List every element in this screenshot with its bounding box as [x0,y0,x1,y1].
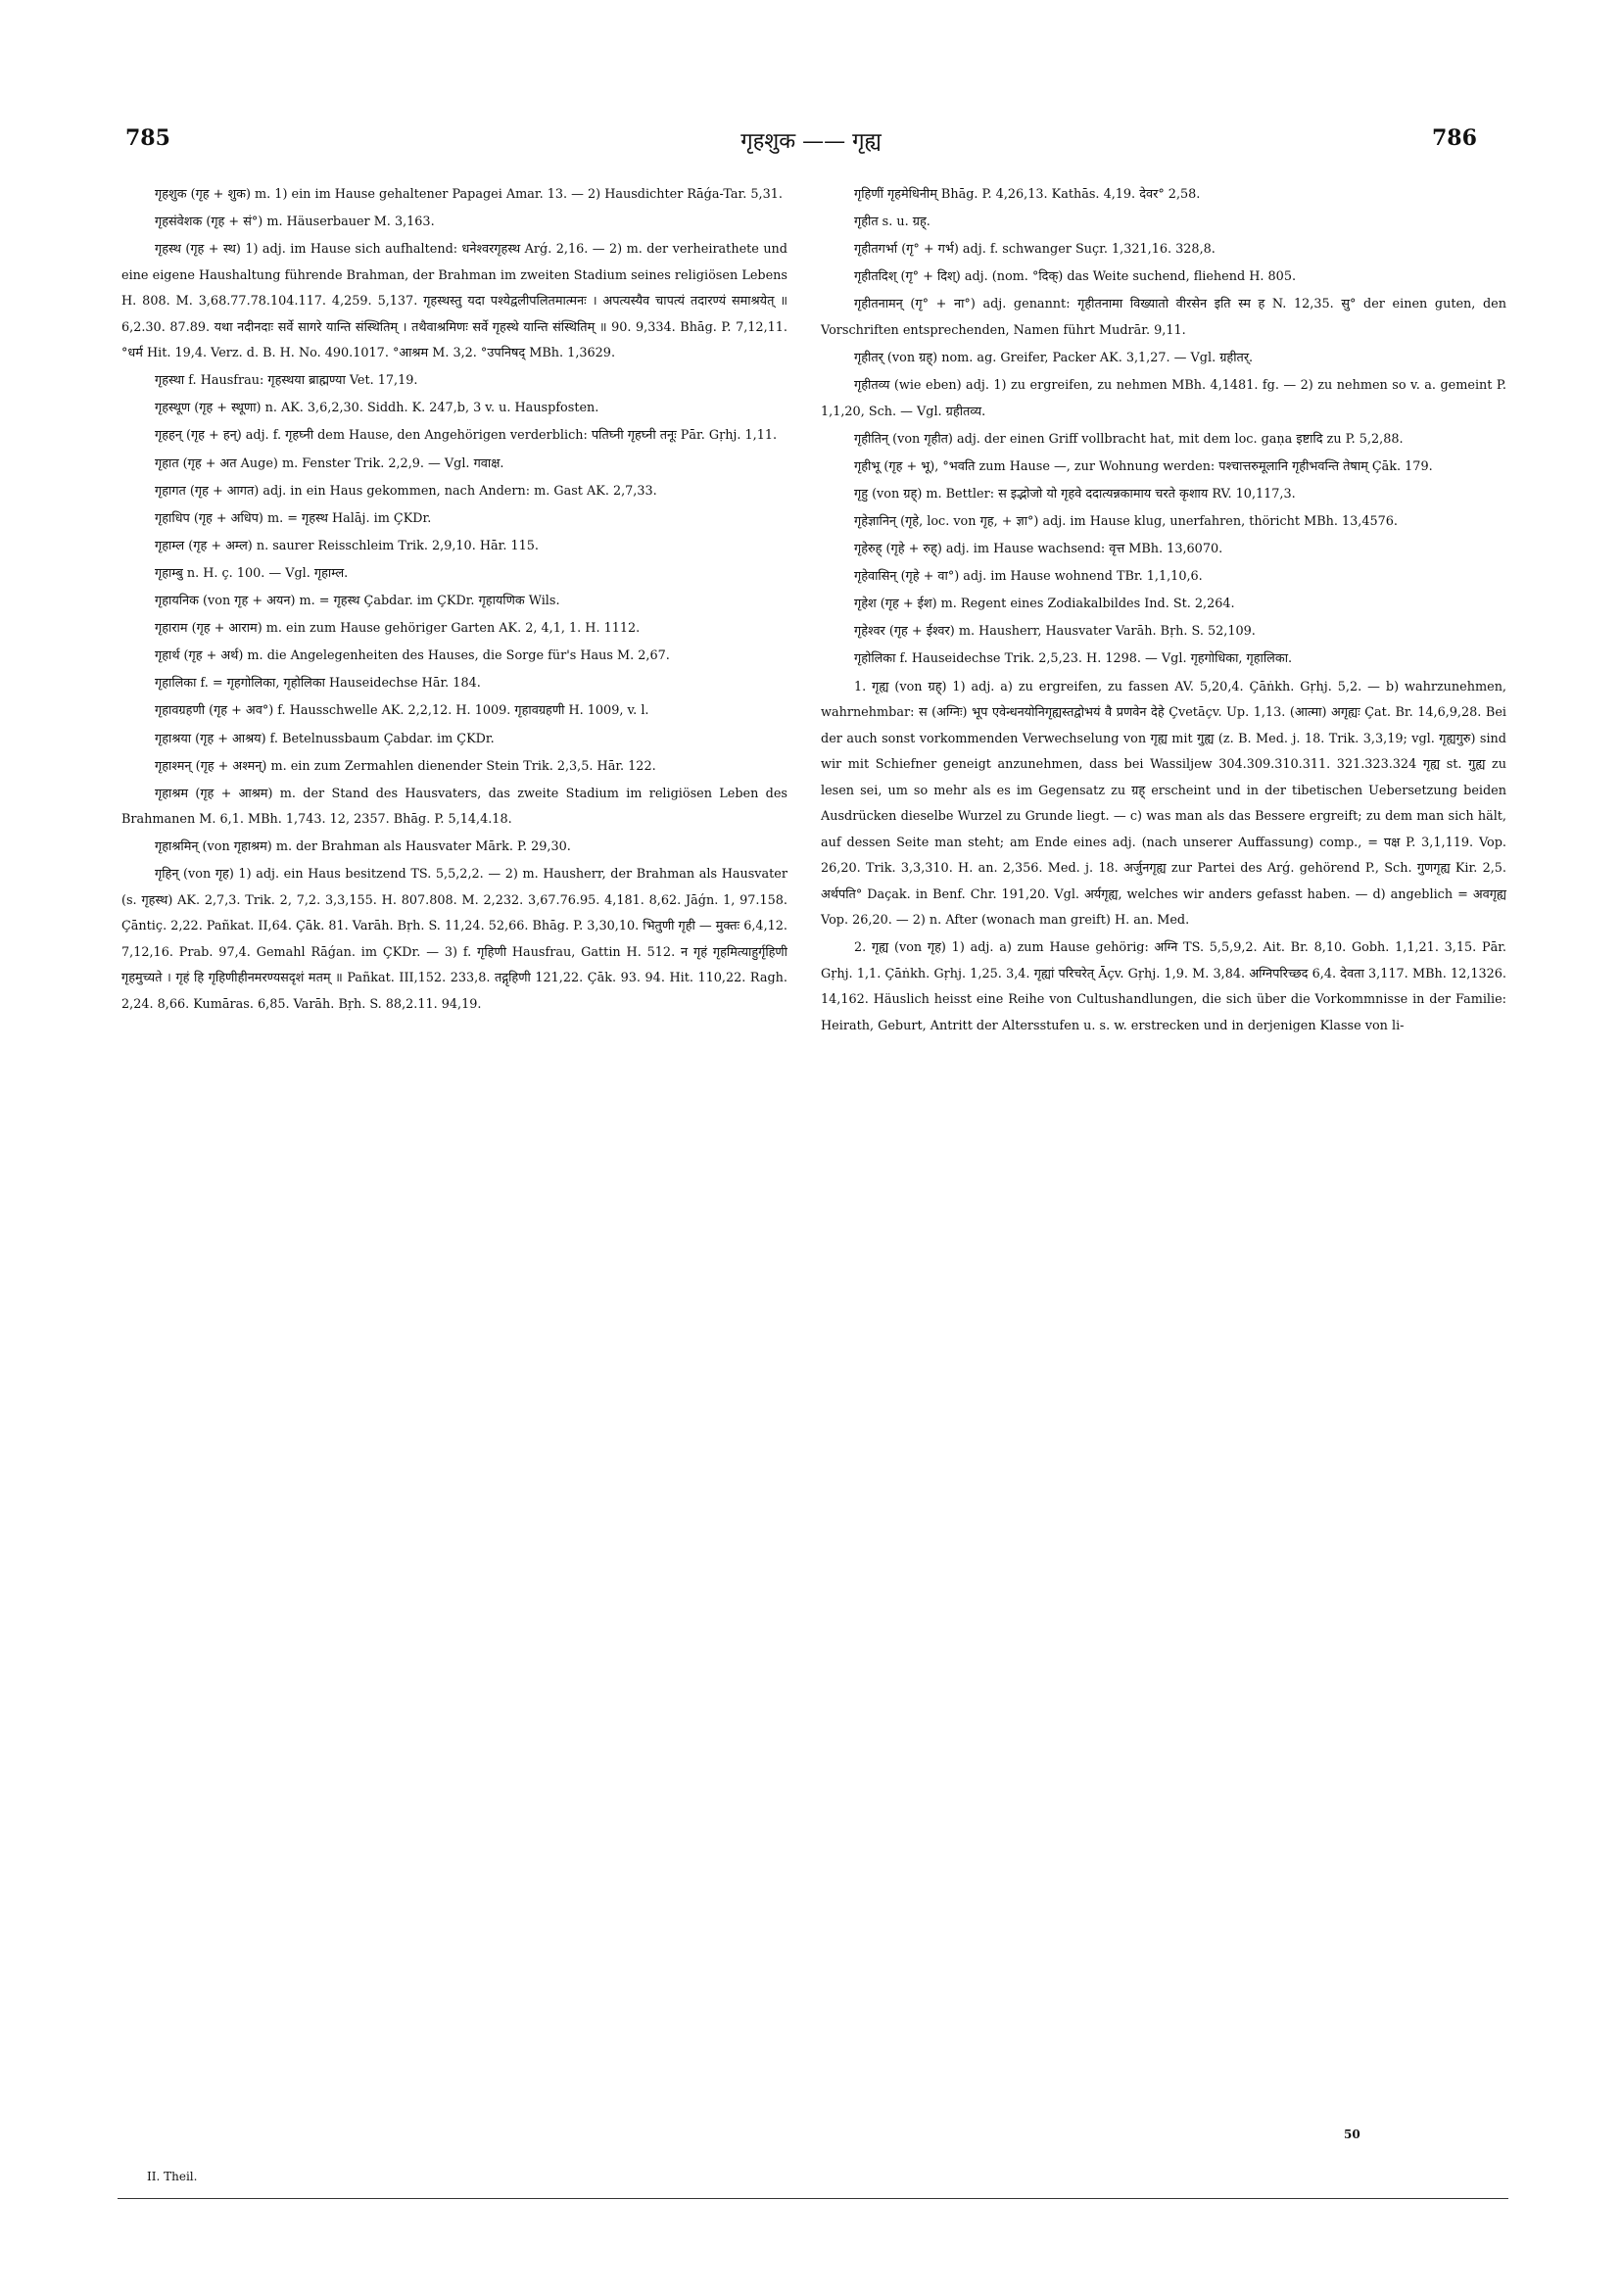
dictionary-entry: गृहीत s. u. ग्रह्. [854,215,930,230]
dictionary-entry: गृहाधिप (गृह + अधिप) m. = गृहस्थ Halāj. im ÇKDr. [155,510,432,526]
dictionary-entry: गृहाराम (गृह + आराम) m. ein zum Hause gehöriger Garten AK. 2, 4,1, 1. H. 1112. [155,621,641,637]
dictionary-entry: 2. गृह्य (von गृह) 1) adj. a) zum Hause gehörig: अग्नि TS. 5,5,9,2. Ait. Br. 8,10. Gobh. 1,1,21. 3,15. Pār. Gṛhj. 1,1. Çāṅkh. Gṛhj. 1,25. 3,4. गृह्यां परिचरेत् Āçv. Gṛhj. 1,9. M. 3,84. अग्निपरिच्छद 6,4. देवता 3,117. MBh. 12,1326. 14,162. Häuslich heisst eine Reihe von Cultushandlungen, die sich über die Vorkommnisse in der Familie: Heirath, Geburt, Antritt der Altersstufen u. s. w. erstrecken und in derjenigen Klasse von li- [821,940,1506,1033]
dictionary-entry: गृहागत (गृह + आगत) adj. in ein Haus gekommen, nach Andern: m. Gast AK. 2,7,33. [155,483,657,499]
dictionary-entry: गृहार्थ (गृह + अर्थ) m. die Angelegenheiten des Hauses, die Sorge für's Haus M. 2,67. [155,648,670,664]
dictionary-entry: गृहशुक (गृह + शुक) m. 1) ein im Hause gehaltener Papagei Amar. 13. — 2) Hausdichter Rāǵa-Tar. 5,31. [155,187,783,202]
dictionary-entry: गृहाश्रया (गृह + आश्रय) f. Betelnussbaum Çabdar. im ÇKDr. [155,731,495,746]
dictionary-entry: गृहस्था f. Hausfrau: गृहस्थया ब्राह्मण्या Vet. 17,19. [155,373,418,389]
dictionary-entry: गृहीभू (गृह + भू), °भवति zum Hause —, zur Wohnung werden: पश्चात्तरुमूलानि गृहीभवन्ति तेषाम् Çāk. 179. [854,458,1433,474]
dictionary-entry: गृहाम्बु n. H. ç. 100. — Vgl. गृहाम्ल. [155,565,349,581]
dictionary-entry: गृहोलिका f. Hauseidechse Trik. 2,5,23. H. 1298. — Vgl. गृहगोधिका, गृहालिका. [854,651,1293,667]
right-column [821,182,1506,1041]
page-number-left: 785 [125,125,170,151]
dictionary-entry: गृहिणीं गृहमेधिनीम् Bhāg. P. 4,26,13. Kathās. 4,19. देवर° 2,58. [854,187,1201,202]
dictionary-entry: गृहालिका f. = गृहगोलिका, गृहोलिका Hauseidechse Hār. 184. [155,676,481,692]
dictionary-entry: गृहीतगर्भा (गृ° + गर्भ) adj. f. schwanger Suçr. 1,321,16. 328,8. [854,242,1216,258]
dictionary-entry: गृहसंवेशक (गृह + सं°) m. Häuserbauer M. 3,163. [155,215,435,230]
dictionary-entry: गृहीतनामन् (गृ° + ना°) adj. genannt: गृहीतनामा विख्यातो वीरसेन इति स्म ह N. 12,35. सु° der einen guten, den Vorschriften entsprechenden, Namen führt Mudrār. 9,11. [821,297,1506,338]
dictionary-entry: गृहहन् (गृह + हन्) adj. f. गृहघ्नी dem Hause, den Angehörigen verderblich: पतिघ्नी गृहघ्नी तनूः Pār. Gṛhj. 1,11. [155,428,778,444]
dictionary-entry: गृहु (von ग्रह्) m. Bettler: स इद्भोजो यो गृहवे ददात्यन्नकामाय चरते कृशाय RV. 10,117,3. [854,486,1296,502]
left-column [121,182,787,1020]
dictionary-entry: गृहात (गृह + अत Auge) m. Fenster Trik. 2,2,9. — Vgl. गवाक्ष. [155,455,504,471]
volume-signature: II. Theil. [147,2170,198,2183]
sheet-number: 50 [1344,2128,1360,2141]
dictionary-entry: 1. गृह्य (von ग्रह्) 1) adj. a) zu ergreifen, zu fassen AV. 5,20,4. Çāṅkh. Gṛhj. 5,2. — b) wahrzunehmen, wahrnehmbar: स (अग्निः) भूप एवेन्धनयोनिगृह्यस्तद्वोभयं वै प्रणवेन देहे Çvetāçv. Up. 1,13. (आत्मा) अगृह्यः Çat. Br. 14,6,9,28. Bei der auch sonst vorkommenden Verwechselung von गृह्य mit गुह्य (z. B. Med. j. 18. Trik. 3,3,19; vgl. गृह्यगुरु) sind wir mit Schiefner geneigt anzunehmen, dass bei Wassiljew 304.309.310.311. 321.323.324 गृह्य st. गुह्य zu lesen sei, um so mehr als es im Gegensatz zu ग्रह् erscheint und in der tibetischen Uebersetzung beiden Ausdrücken dieselbe Wurzel zu Grunde liegt. — c) was man als das Bessere ergreift; zu dem man sich hält, auf dessen Seite man steht; am Ende eines adj. (nach unserer Auffassung) comp., = पक्ष P. 3,1,119. Vop. 26,20. Trik. 3,3,310. H. an. 2,356. Med. j. 18. अर्जुनगृह्य zur Partei des Arǵ. gehörend P., Sch. गुणगृह्य Kir. 2,5. अर्थपति° Daçak. in Benf. Chr. 191,20. Vgl. अर्यगृह्य, welches wir anders gefasst haben. — d) angeblich = अवगृह्य Vop. 26,20. — 2) n. After (wonach man greift) H. an. Med. [821,679,1506,928]
dictionary-entry: गृहिन् (von गृह) 1) adj. ein Haus besitzend TS. 5,5,2,2. — 2) m. Hausherr, der Brahman als Hausvater (s. गृहस्थ) AK. 2,7,3. Trik. 2, 7,2. 3,3,155. H. 807.808. M. 2,232. 3,67.76.95. 4,181. 8,62. Jāǵn. 1, 97.158. Çāntiç. 2,22. Pañkat. II,64. Çāk. 81. Varāh. Bṛh. S. 11,24. 52,66. Bhāg. P. 3,30,10. भितुणी गृही — मुक्तः 6,4,12. 7,12,16. Prab. 97,4. Gemahl Rāǵan. im ÇKDr. — 3) f. गृहिणी Hausfrau, Gattin H. 512. न गृहं गृहमित्याहुर्गृहिणी गृहमुच्यते । गृहं हि गृहिणीहीनमरण्यसदृशं मतम् ॥ Pañkat. III,152. 233,8. तद्गृहिणी 121,22. Çāk. 93. 94. Hit. 110,22. Ragh. 2,24. 8,66. Kumāras. 6,85. Varāh. Bṛh. S. 88,2.11. 94,19. [121,867,787,1012]
dictionary-entry: गृहेरुह् (गृहे + रुह्) adj. im Hause wachsend: वृत्त MBh. 13,6070. [854,542,1223,557]
dictionary-entry: गृहायनिक (von गृह + अयन) m. = गृहस्थ Çabdar. im ÇKDr. गृहायणिक Wils. [155,594,560,609]
dictionary-entry: गृहीतर् (von ग्रह्) nom. ag. Greifer, Packer AK. 3,1,27. — Vgl. ग्रहीतर्. [854,350,1254,365]
dictionary-entry: गृहाश्रमिन् (von गृहाश्रम) m. der Brahman als Hausvater Mārk. P. 29,30. [155,839,571,855]
dictionary-entry: गृहीतिन् (von गृहीत) adj. der einen Griff vollbracht hat, mit dem loc. gaṇa इष्टादि zu P. 5,2,88. [854,431,1404,447]
dictionary-entry: गृहीतव्य (wie eben) adj. 1) zu ergreifen, zu nehmen MBh. 4,1481. fg. — 2) zu nehmen so v. a. gemeint P. 1,1,20, Sch. — Vgl. ग्रहीतव्य. [821,378,1506,419]
dictionary-entry: गृहाश्रम (गृह + आश्रम) m. der Stand des Hausvaters, das zweite Stadium im religiösen Leben des Brahmanen M. 6,1. MBh. 1,743. 12, 2357. Bhāg. P. 5,14,4.18. [121,786,787,828]
dictionary-entry: गृहेज्ञानिन् (गृहे, loc. von गृह, + ज्ञा°) adj. im Hause klug, unerfahren, thöricht MBh. 13,4576. [854,513,1398,529]
page-number-right: 786 [1432,125,1477,151]
dictionary-entry: गृहस्थ (गृह + स्थ) 1) adj. im Hause sich aufhaltend: धनेश्वरगृहस्थ Arǵ. 2,16. — 2) m. der verheirathete und eine eigene Haushaltung führende Brahman, der Brahman im zweiten Stadium seines religiösen Lebens H. 808. M. 3,68.77.78.104.117. 4,259. 5,137. गृहस्थस्तु यदा पश्येद्वलीपलितमात्मनः । अपत्यस्यैव चापत्यं तदारण्यं समाश्रयेत् ॥ 6,2.30. 87.89. यथा नदीनदाः सर्वे सागरे यान्ति संस्थितिम् । तथैवाश्रमिणः सर्वे गृहस्थे यान्ति संस्थितिम् ॥ 90. 9,334. Bhāg. P. 7,12,11. °धर्म Hit. 19,4. Verz. d. B. H. No. 490.1017. °आश्रम M. 3,2. °उपनिषद् MBh. 1,3629. [121,242,787,361]
dictionary-entry: गृहेवासिन् (गृहे + वा°) adj. im Hause wohnend TBr. 1,1,10,6. [854,569,1203,585]
dictionary-entry: गृहाश्मन् (गृह + अश्मन्) m. ein zum Zermahlen dienender Stein Trik. 2,3,5. Hār. 122. [155,758,656,774]
dictionary-entry: गृहस्थूण (गृह + स्थूणा) n. AK. 3,6,2,30. Siddh. K. 247,b, 3 v. u. Hauspfosten. [155,401,599,416]
dictionary-entry: गृहेश्वर (गृह + ईश्वर) m. Hausherr, Hausvater Varāh. Bṛh. S. 52,109. [854,624,1256,640]
dictionary-entry: गृहेश (गृह + ईश) m. Regent eines Zodiakalbildes Ind. St. 2,264. [854,597,1235,612]
running-title: गृहशुक —— गृह्य [740,129,882,154]
page-header [0,125,1622,165]
bottom-rule [118,2198,1508,2199]
dictionary-entry: गृहीतदिश् (गृ° + दिश्) adj. (nom. °दिक्) das Weite suchend, fliehend H. 805. [854,269,1297,285]
dictionary-entry: गृहावग्रहणी (गृह + अव°) f. Hausschwelle AK. 2,2,12. H. 1009. गृहावग्रहणी H. 1009, v. l. [155,703,649,719]
dictionary-entry: गृहाम्ल (गृह + अम्ल) n. saurer Reisschleim Trik. 2,9,10. Hār. 115. [155,538,539,553]
